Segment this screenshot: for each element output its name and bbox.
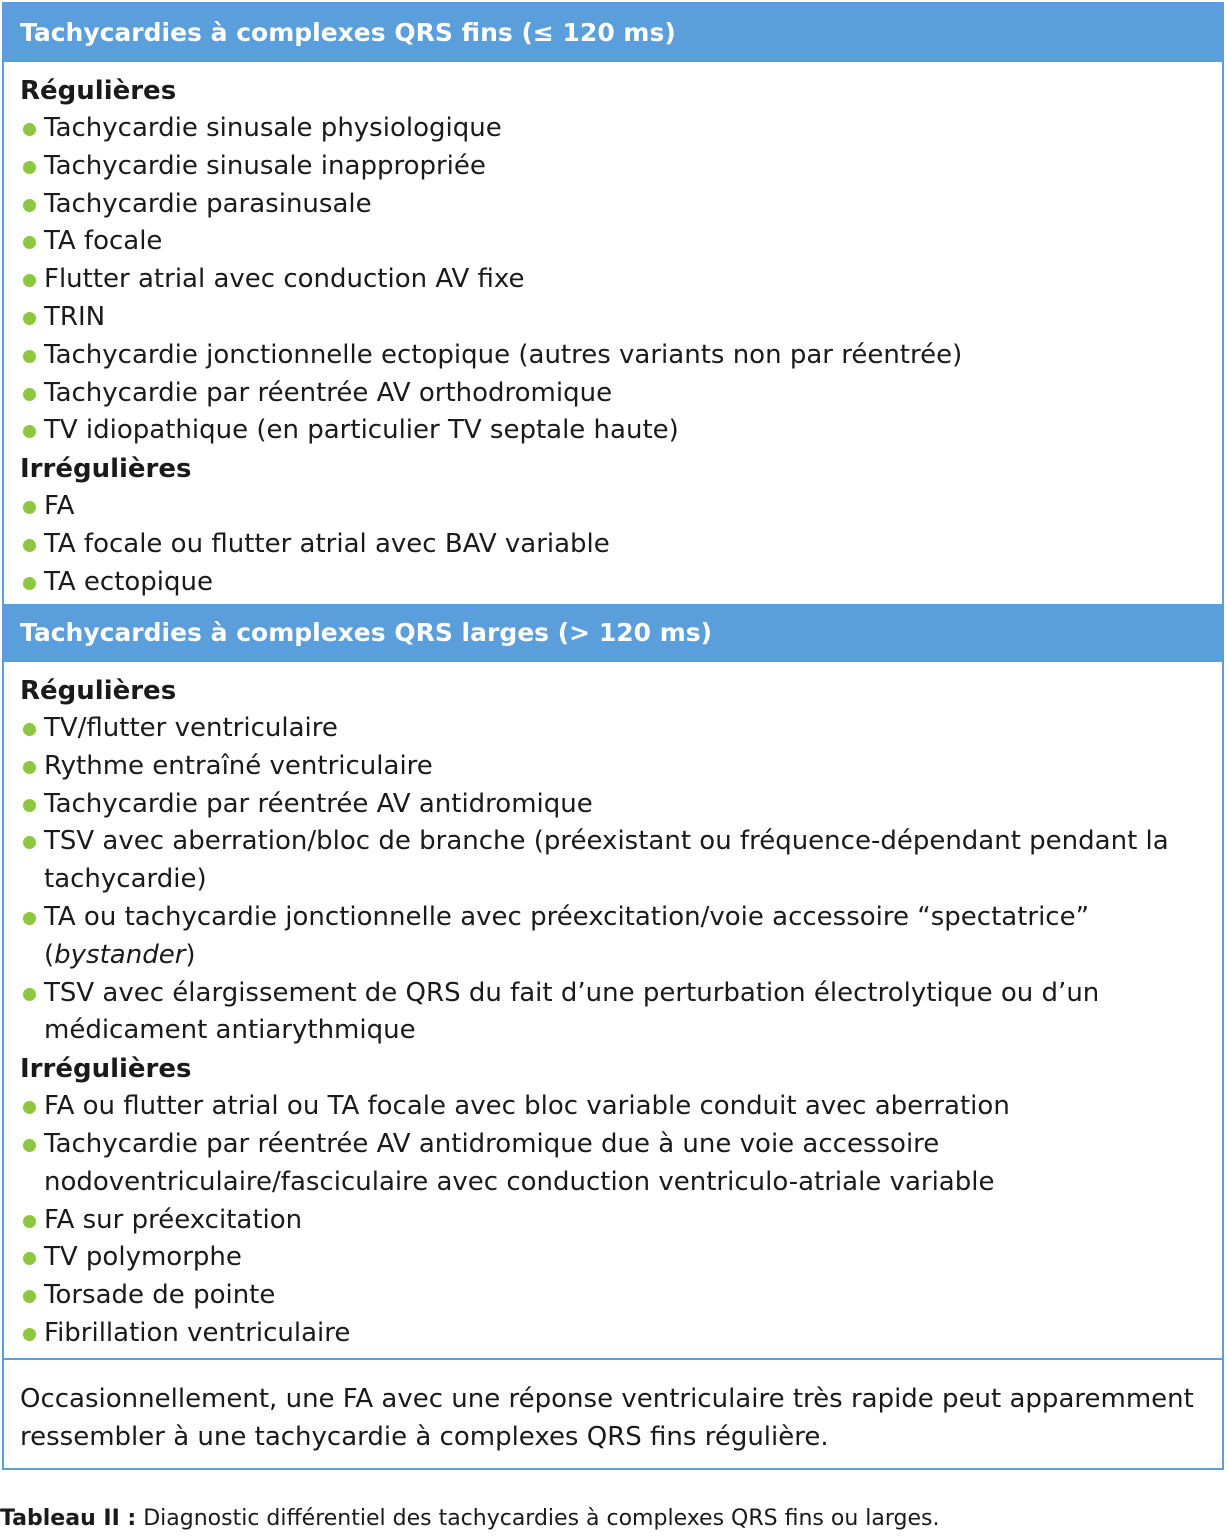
list-item: Rythme entraîné ventriculaire [20, 748, 1206, 786]
list-item: Tachycardie parasinusale [20, 186, 1206, 224]
bullet-icon [23, 912, 36, 925]
list-item: Fibrillation ventriculaire [20, 1315, 1206, 1353]
list-item: TSV avec aberration/bloc de branche (préexistant ou fréquence-dépendant pendant la tachycardie) [20, 823, 1206, 899]
list-item: Tachycardie sinusale physiologique [20, 110, 1206, 148]
wide-irregular-title: Irrégulières [20, 1054, 192, 1085]
wide-regular-title: Régulières [20, 676, 177, 706]
bullet-icon [23, 539, 36, 552]
bullet-icon [23, 1215, 36, 1228]
list-item: TRIN [20, 299, 1206, 337]
bullet-icon [23, 1139, 36, 1152]
list-item: TV polymorphe [20, 1239, 1206, 1277]
list-item: TA ou tachycardie jonctionnelle avec préexcitation/voie accessoire “spectatrice” (bystander) [20, 899, 1206, 975]
wide-qrs-section [4, 604, 1222, 1353]
narrow-qrs-body [4, 62, 1222, 602]
narrow-regular-list [20, 110, 1206, 450]
caption-label: Tableau II : [0, 1506, 137, 1531]
bullet-icon [23, 1290, 36, 1303]
bystander-term: bystander [54, 939, 186, 970]
list-item: TSV avec élargissement de QRS du fait d’une perturbation électrolytique ou d’un médicament antiarythmique [20, 975, 1206, 1051]
list-item: Tachycardie jonctionnelle ectopique (autres variants non par réentrée) [20, 337, 1206, 375]
list-item: TA focale ou flutter atrial avec BAV variable [20, 526, 1206, 564]
narrow-irregular-title: Irrégulières [20, 454, 192, 485]
bullet-icon [23, 723, 36, 736]
bullet-icon [23, 1101, 36, 1114]
list-item: Tachycardie par réentrée AV antidromique due à une voie accessoire nodoventriculaire/fasciculaire avec conduction ventriculo-atriale variable [20, 1126, 1206, 1202]
wide-qrs-header: Tachycardies à complexes QRS larges (> 120 ms) [4, 604, 1222, 662]
wide-qrs-body [4, 662, 1222, 1353]
note-text: Occasionnellement, une FA avec une réponse ventriculaire très rapide peut apparemment ressembler à une tachycardie à complexes QRS fins régulière. [20, 1384, 1194, 1452]
bullet-icon [23, 577, 36, 590]
narrow-regular-title: Régulières [20, 76, 177, 106]
caption-text: Diagnostic différentiel des tachycardies à complexes QRS fins ou larges. [136, 1506, 940, 1531]
list-item: Tachycardie sinusale inappropriée [20, 148, 1206, 186]
bullet-icon [23, 501, 36, 514]
bullet-icon [23, 236, 36, 249]
narrow-qrs-header: Tachycardies à complexes QRS fins (≤ 120 ms) [4, 4, 1222, 62]
wide-regular-list [20, 710, 1206, 1050]
bullet-icon [23, 988, 36, 1001]
differential-table [2, 2, 1224, 1470]
bullet-icon [23, 161, 36, 174]
bullet-icon [23, 350, 36, 363]
narrow-irregular-list [20, 488, 1206, 601]
bullet-icon [23, 425, 36, 438]
list-item: TA focale [20, 223, 1206, 261]
bullet-icon [23, 312, 36, 325]
list-item: Torsade de pointe [20, 1277, 1206, 1315]
list-item: TA ectopique [20, 564, 1206, 602]
list-item: Flutter atrial avec conduction AV fixe [20, 261, 1206, 299]
list-item: Tachycardie par réentrée AV orthodromique [20, 375, 1206, 413]
list-item: FA sur préexcitation [20, 1202, 1206, 1240]
bullet-icon [23, 836, 36, 849]
table-caption [0, 1504, 939, 1534]
note-section [4, 1358, 1222, 1468]
bullet-icon [23, 388, 36, 401]
list-item: TV/flutter ventriculaire [20, 710, 1206, 748]
wide-irregular-list [20, 1088, 1206, 1353]
list-item: FA ou flutter atrial ou TA focale avec bloc variable conduit avec aberration [20, 1088, 1206, 1126]
bullet-icon [23, 123, 36, 136]
list-item: TV idiopathique (en particulier TV septale haute) [20, 412, 1206, 450]
bullet-icon [23, 199, 36, 212]
narrow-qrs-section [4, 4, 1222, 602]
bullet-icon [23, 1328, 36, 1341]
bullet-icon [23, 799, 36, 812]
list-item: FA [20, 488, 1206, 526]
bullet-icon [23, 274, 36, 287]
list-item: Tachycardie par réentrée AV antidromique [20, 786, 1206, 824]
bullet-icon [23, 1252, 36, 1265]
bullet-icon [23, 761, 36, 774]
